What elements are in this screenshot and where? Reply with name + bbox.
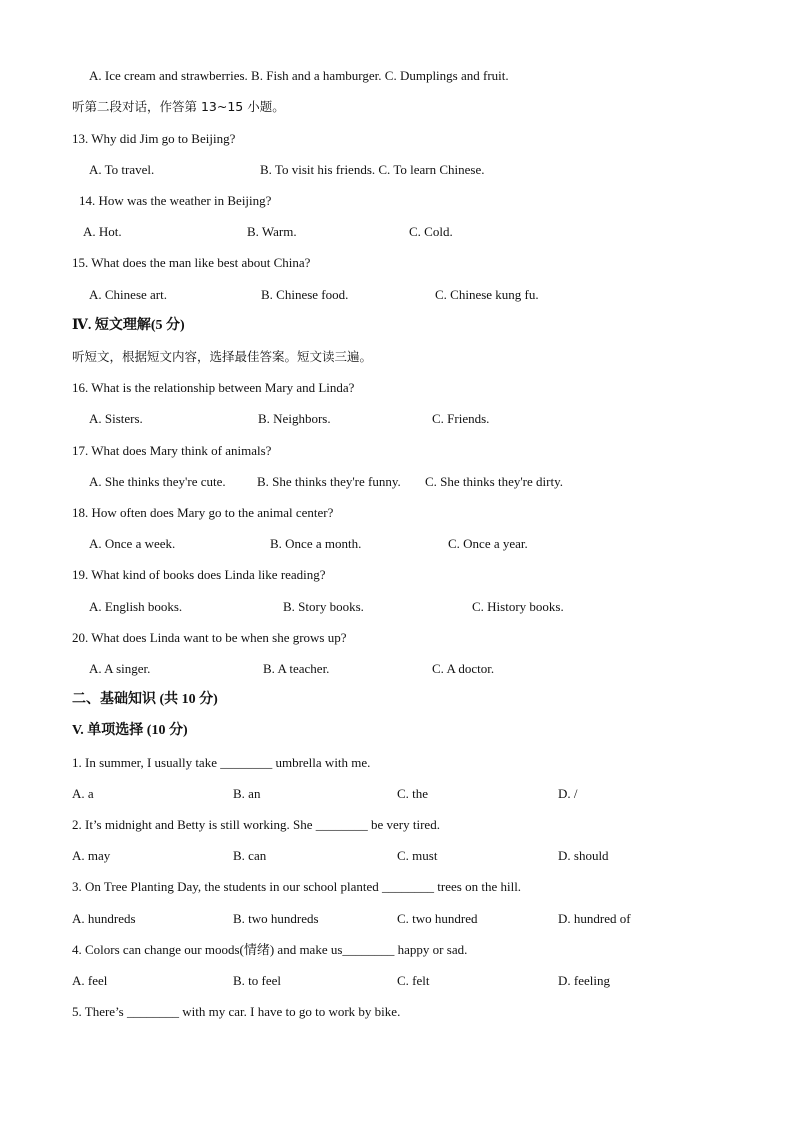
q19-option-b: B. Story books. bbox=[283, 599, 364, 614]
dialogue-two-instruction: 听第二段对话，作答第 13~15 小题。 bbox=[72, 99, 285, 114]
g2-question: 2. It’s midnight and Betty is still working. She ________ be very tired. bbox=[72, 817, 440, 832]
section-5-heading: V. 单项选择 (10 分) bbox=[72, 723, 188, 738]
q17-option-b: B. She thinks they're funny. bbox=[257, 474, 401, 489]
q17-option-c: C. She thinks they're dirty. bbox=[425, 474, 563, 489]
q13-question: 13. Why did Jim go to Beijing? bbox=[72, 131, 236, 146]
q20-question: 20. What does Linda want to be when she grows up? bbox=[72, 630, 347, 645]
q18-question: 18. How often does Mary go to the animal center? bbox=[72, 505, 334, 520]
q18-option-b: B. Once a month. bbox=[270, 536, 362, 551]
q12-options: A. Ice cream and strawberries. B. Fish and a hamburger. C. Dumplings and fruit. bbox=[89, 68, 509, 83]
q16-option-c: C. Friends. bbox=[432, 411, 490, 426]
q15-option-b: B. Chinese food. bbox=[261, 287, 349, 302]
q15-option-a: A. Chinese art. bbox=[89, 287, 167, 302]
q16-option-b: B. Neighbors. bbox=[258, 411, 331, 426]
q14-option-b: B. Warm. bbox=[247, 224, 297, 239]
q13-option-bc: B. To visit his friends. C. To learn Chinese. bbox=[260, 162, 485, 177]
q19-question: 19. What kind of books does Linda like reading? bbox=[72, 567, 326, 582]
g4-option-c: C. felt bbox=[397, 973, 430, 988]
g1-question: 1. In summer, I usually take ________ umbrella with me. bbox=[72, 755, 371, 770]
q18-option-c: C. Once a year. bbox=[448, 536, 528, 551]
g2-option-c: C. must bbox=[397, 848, 438, 863]
g4-option-b: B. to feel bbox=[233, 973, 282, 988]
g1-option-a: A. a bbox=[72, 786, 94, 801]
g2-option-d: D. should bbox=[558, 848, 609, 863]
q14-option-a: A. Hot. bbox=[83, 224, 122, 239]
q20-option-c: C. A doctor. bbox=[432, 661, 495, 676]
q14-option-c: C. Cold. bbox=[409, 224, 453, 239]
q17-question: 17. What does Mary think of animals? bbox=[72, 443, 272, 458]
g3-option-d: D. hundred of bbox=[558, 911, 631, 926]
g3-option-b: B. two hundreds bbox=[233, 911, 319, 926]
section-4-heading: Ⅳ. 短文理解(5 分) bbox=[72, 318, 185, 333]
g1-option-c: C. the bbox=[397, 786, 429, 801]
g1-option-d: D. / bbox=[558, 786, 578, 801]
g4-option-a: A. feel bbox=[72, 973, 108, 988]
g3-option-a: A. hundreds bbox=[72, 911, 136, 926]
q16-question: 16. What is the relationship between Mary and Linda? bbox=[72, 380, 355, 395]
part-two-heading: 二、基础知识 (共 10 分) bbox=[72, 692, 218, 707]
g3-question: 3. On Tree Planting Day, the students in our school planted ________ trees on the hill. bbox=[72, 879, 522, 894]
section-4-instruction: 听短文，根据短文内容，选择最佳答案。短文读三遍。 bbox=[72, 349, 373, 364]
q13-option-a: A. To travel. bbox=[89, 162, 155, 177]
q19-option-c: C. History books. bbox=[472, 599, 564, 614]
g1-option-b: B. an bbox=[233, 786, 261, 801]
q19-option-a: A. English books. bbox=[89, 599, 183, 614]
g5-question: 5. There’s ________ with my car. I have to go to work by bike. bbox=[72, 1004, 401, 1019]
q16-option-a: A. Sisters. bbox=[89, 411, 143, 426]
q18-option-a: A. Once a week. bbox=[89, 536, 176, 551]
g3-option-c: C. two hundred bbox=[397, 911, 478, 926]
q20-option-b: B. A teacher. bbox=[263, 661, 330, 676]
g2-option-b: B. can bbox=[233, 848, 267, 863]
q20-option-a: A. A singer. bbox=[89, 661, 151, 676]
g2-option-a: A. may bbox=[72, 848, 111, 863]
q14-question: 14. How was the weather in Beijing? bbox=[79, 193, 272, 208]
q17-option-a: A. She thinks they're cute. bbox=[89, 474, 226, 489]
g4-option-d: D. feeling bbox=[558, 973, 610, 988]
g4-question: 4. Colors can change our moods(情绪) and make us________ happy or sad. bbox=[72, 942, 468, 957]
q15-question: 15. What does the man like best about China? bbox=[72, 255, 311, 270]
q15-option-c: C. Chinese kung fu. bbox=[435, 287, 539, 302]
